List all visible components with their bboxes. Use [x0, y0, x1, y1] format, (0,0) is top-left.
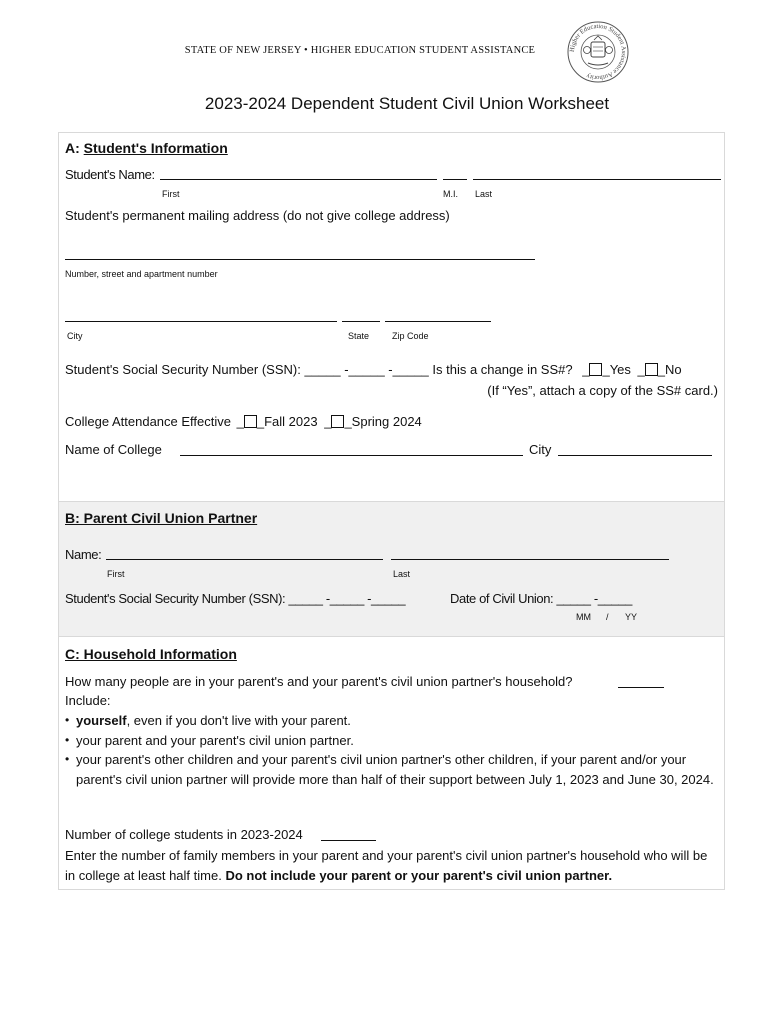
college-students-count-field[interactable]: [321, 840, 376, 841]
partner-last-name-field[interactable]: [391, 559, 669, 560]
yy-caption: YY: [625, 612, 638, 622]
partner-first-caption: First: [107, 569, 125, 579]
mm-caption: MM: [576, 612, 591, 622]
worksheet-form: [58, 132, 725, 890]
partner-first-name-field[interactable]: [106, 559, 383, 560]
section-c-heading: C: Household Information: [65, 646, 237, 662]
street-address-field[interactable]: [65, 259, 535, 260]
agency-header: STATE OF NEW JERSEY • HIGHER EDUCATION STUDENT ASSISTANCE: [184, 45, 536, 56]
date-slash: /: [606, 612, 609, 622]
attendance-row: College Attendance Effective _ _Fall 2023 _ _Spring 2024: [65, 414, 422, 429]
student-ssn-label: Student's Social Security Number (SSN): _____ -_____ -_____ Is this a change in SS#?: [65, 362, 573, 377]
fall-2023-checkbox[interactable]: [244, 415, 257, 428]
college-students-label: Number of college students in 2023-2024: [65, 827, 303, 842]
svg-text:Higher Education Student Assis: [569, 23, 627, 81]
section-household-information: [59, 637, 724, 889]
college-students-instruction: Enter the number of family members in your parent and your parent's civil union partner's household who will be in college at least half time. Do not include your parent or your parent's civil union partner.: [65, 848, 708, 883]
ssn-change-no-checkbox[interactable]: [645, 363, 658, 376]
section-b-heading: B: Parent Civil Union Partner: [65, 510, 258, 526]
list-item: • yourself, even if you don't live with your parent.: [65, 711, 720, 731]
section-students-information: [59, 133, 724, 501]
household-question: How many people are in your parent's and your parent's civil union partner's household?: [65, 674, 573, 689]
spring-2024-checkbox[interactable]: [331, 415, 344, 428]
first-caption: First: [162, 189, 180, 199]
college-city-field[interactable]: [558, 455, 712, 456]
list-item: • your parent and your parent's civil union partner.: [65, 731, 720, 751]
seal-text: Higher Education Student Assistance Authority: [568, 22, 628, 82]
state-field[interactable]: [342, 321, 380, 322]
city-caption: City: [67, 331, 83, 341]
street-caption: Number, street and apartment number: [65, 269, 218, 279]
civil-union-date-label: Date of Civil Union: _____ -_____: [450, 591, 632, 606]
college-name-label: Name of College: [65, 442, 162, 457]
no-label: No: [665, 362, 682, 377]
partner-name-label: Name:: [65, 547, 102, 562]
student-first-name-field[interactable]: [160, 179, 437, 180]
state-caption: State: [348, 331, 370, 341]
page-title: 2023-2024 Dependent Student Civil Union Worksheet: [204, 94, 610, 113]
ssn-change-yes-checkbox[interactable]: [589, 363, 602, 376]
section-parent-civil-union-partner: [59, 501, 724, 637]
partner-ssn-label: Student's Social Security Number (SSN): _____ -_____ -_____: [65, 591, 406, 606]
ssn-card-note: (If “Yes”, attach a copy of the SS# card.): [487, 383, 718, 398]
yes-label: Yes: [609, 362, 631, 377]
include-list: [65, 711, 720, 789]
section-a-heading: A: Student's Information: [65, 140, 228, 156]
include-label: Include:: [65, 693, 111, 708]
list-item: • your parent's other children and your parent's civil union partner's other children, if your parent and/or your parent's civil union partner will provide more than half of their support between July 1, 2023 and June 30, 2024.: [65, 750, 720, 789]
last-caption: Last: [475, 189, 493, 199]
partner-last-caption: Last: [393, 569, 411, 579]
city-field[interactable]: [65, 321, 337, 322]
state-seal-icon: [566, 20, 630, 84]
college-name-field[interactable]: [180, 455, 523, 456]
mi-caption: M.I.: [443, 189, 458, 199]
household-count-field[interactable]: [618, 687, 664, 688]
student-mi-field[interactable]: [443, 179, 467, 180]
spring-label: Spring 2024: [351, 414, 422, 429]
address-instruction: Student's permanent mailing address (do not give college address): [65, 208, 450, 223]
student-name-label: Student's Name:: [65, 167, 155, 182]
attendance-label: College Attendance Effective: [65, 414, 231, 429]
zip-code-field[interactable]: [385, 321, 491, 322]
fall-label: Fall 2023: [264, 414, 318, 429]
college-city-label: City: [529, 442, 552, 457]
zip-caption: Zip Code: [392, 331, 429, 341]
student-last-name-field[interactable]: [473, 179, 721, 180]
student-ssn-row: Student's Social Security Number (SSN): _____ -_____ -_____ Is this a change in SS#? _ _Yes _ _No: [65, 362, 682, 377]
